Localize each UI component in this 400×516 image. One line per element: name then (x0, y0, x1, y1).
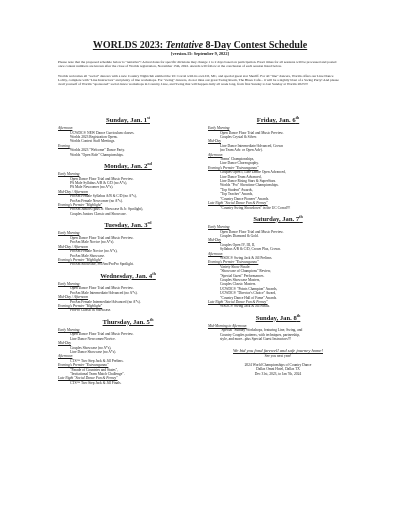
day-ordinal: th (152, 270, 156, 276)
next-event-dates: Dec 31st, 2023, to Jan 7th, 2024 (254, 371, 302, 376)
session-label: Late Night "Social Dance Fun & Frenzy" (208, 201, 268, 206)
next-event-venue: Dallas Omni Hotel, Dallas TX (256, 367, 300, 372)
day-ordinal: nd (147, 161, 152, 167)
day-heading (208, 312, 348, 323)
session-label: Early Morning (58, 172, 80, 177)
session-item: Couples Crystal & Silver. (220, 135, 257, 139)
session-label: Evening's Premier "Highlight" (58, 203, 103, 208)
session-item: "Special" Sunday Workshops, featuring Line, Swing, and (220, 328, 303, 333)
session-item: Couples Open IV, III, II, (220, 242, 256, 247)
session-item: "Country Dance Pioneer" Awards. (220, 196, 270, 201)
farewell-note: We bid you fond farewell and safe journey home! (233, 347, 323, 353)
intro-paragraph-2: Worlds welcomes all "social" dancers with a new Country Nightclub entitled the UC Corral with its own DJ, MC, and special guest star Sheriff. For all "line" dancers, Worlds offers our Line Dance Lobby, complete with "Line Instructors" and plenty of line workshops. For "swing" dancers, do not miss our great Swing Room, The Blues Café... it will be a nightly blast of a Swing Party! And please avail yourself of Worlds "sponsored" social dance workshops in Country, Line, and Swing that will happen daily all week long, from first Sunday to last Sunday at Worlds 2023!!! (58, 73, 339, 87)
session-item: ProAm Female Novice (no A*s), (70, 249, 118, 254)
day-heading (58, 114, 198, 125)
session-item: ProAm Juniors (plus Jr. Showcase & Jr. Spotlight), (70, 207, 144, 212)
session-item: PA Male Syllabus A/B & C/D (no A*s), (70, 181, 128, 186)
version-label: [version.15: September 9, 2022] (171, 51, 229, 56)
day-heading (58, 316, 198, 327)
day-heading (208, 114, 348, 125)
session-item: UCWDC® "Director's Choice" Award, (220, 291, 277, 296)
session-item: (no Team Adv. or Open Adv). (220, 148, 263, 153)
day-title: Sunday, Jan. 8 (255, 315, 297, 322)
session-label: Early Morning (58, 327, 80, 332)
session-label: Evening (58, 143, 70, 148)
session-label: Mid-Day (208, 139, 221, 144)
session-item: Worlds 2023 "Welcome" Dance Party. (70, 148, 125, 153)
day-ordinal: th (299, 213, 303, 219)
intro-paragraph-1: Please note that the proposed schedule below is "tentative"! Actual dates for specific divisions may change 1 to 2 days based on participation. Exact times for all sessions will be processed and posted once contest numbers are known after the close of Worlds registration, November 15th, 2022. Awards will follow at the conclusion of each session listed below. (58, 60, 337, 69)
session-label: Afternoon (58, 126, 73, 131)
session-item: Couples Showcase Masters, (220, 277, 261, 282)
session-item: WSDC® Swing Jack & Jill Prelims. (220, 255, 273, 260)
session-item: Syllabus A/B & C/D, Crown Plus, Crown. (220, 247, 281, 252)
session-label: Early Morning (58, 231, 80, 236)
session-item: Couples Juniors Classic and Showcase. (70, 211, 127, 216)
session-item: Country Couples patterns, with techniques, partnership, (220, 332, 301, 337)
session-item: ProAm Female Newcomer (no A*s). (70, 198, 123, 203)
day-heading (208, 213, 348, 224)
session-item: Couples Showcase (no A*s), (70, 345, 112, 350)
session-label: Early Morning (208, 225, 230, 230)
session-item: UCWDC® "Points Champion" Awards, (220, 286, 278, 291)
session-label: Late Night "Social Dance Fun & Frenzy" (208, 300, 268, 304)
session-label: Evening's Premier "Extravaganza" (208, 165, 259, 170)
session-item: "Country Swing Showdown" in the UC Corral!!! (220, 205, 291, 210)
session-label: Evening's Premier "Highlight" (58, 303, 103, 308)
day-heading (58, 219, 198, 230)
day-title: Tuesday, Jan. 3 (104, 222, 148, 230)
session-label: Evening's Premier "Extravaganza" (208, 260, 259, 265)
session-item: "Invitational Team Match Challenge". (70, 372, 125, 376)
session-item: ProAm Showcase, ProAm/ProPro Spotlight. (70, 262, 134, 267)
session-item: Line Dance Intermediate/Advanced, Crown (220, 143, 283, 148)
session-item: CTS™ Two Step Jack & Jill Prelims. (70, 358, 124, 363)
day-ordinal: th (296, 312, 301, 318)
session-label: Mid-Morning to Afternoon (208, 324, 247, 328)
day-ordinal: th (149, 316, 154, 322)
intro-text (58, 60, 342, 86)
right-column-days (208, 114, 348, 342)
session-label: Mid-Day / Afternoon (58, 189, 89, 194)
see-you-text: See you next year! (264, 353, 292, 358)
session-item: Teams' Championships, (220, 157, 255, 162)
session-item: Open Dance Floor Trial and Music Preview. (220, 229, 284, 234)
session-item: Line Dance Newcomer/Novice. (70, 336, 116, 341)
session-item: style, and more...plus Special Guest Instructors!!! (220, 337, 292, 342)
session-item: Open Dance Floor Trial and Music Preview. (70, 286, 134, 291)
next-event-name: 2024 World Championships of Country Dance (244, 363, 312, 368)
session-label: Mid-Day / Afternoon (58, 244, 89, 249)
day-ordinal: rd (147, 220, 152, 226)
session-label: Early Morning (58, 281, 80, 286)
right-column (208, 111, 348, 376)
session-item: Worlds Contest Staff Meetings. (70, 139, 116, 144)
day-ordinal: th (295, 115, 300, 120)
day-ordinal: st (147, 115, 150, 120)
session-item: Line Dance Showcase (no A*s). (70, 349, 117, 354)
page-title: WORLDS 2023: Tentative 8-Day Contest Schedule (92, 40, 308, 51)
session-label: Early Morning (208, 126, 230, 131)
session-item: ProAm Male Intermediate/Advanced (no A*s). (70, 290, 138, 295)
day-title: Wednesday, Jan. 4 (100, 272, 153, 280)
session-item: "Top Student" Awards, (220, 187, 253, 192)
day-heading (58, 270, 198, 281)
session-item: Open Dance Floor Trial and Music Preview. (70, 235, 134, 240)
session-label: Mid-Day (208, 238, 221, 243)
session-item: Open Dance Floor Trial and Music Preview. (220, 130, 284, 135)
day-title: Friday, Jan. 6 (256, 117, 296, 125)
session-item: Couples Classic Masters. (220, 282, 257, 287)
session-item: Variety Show Finale: (220, 264, 251, 269)
session-item: Line Dance Choreography. (220, 161, 259, 166)
session-item: CTS™ Two Step Jack & Jill Finals. (70, 380, 122, 385)
session-label: Evening's Premier "Extravaganza" (58, 363, 109, 368)
session-item: ProAm Female Syllabus A/B & C/D (no A*s), (70, 194, 137, 199)
session-item: Worlds "Open Role" Championships. (70, 152, 124, 157)
session-item: Worlds "Pro" Showtime Championships. (220, 183, 279, 188)
session-item: ProAm Male Showcase. (70, 253, 105, 258)
day-heading (58, 160, 198, 171)
session-item: "Showcase of Champions" Review, (220, 269, 272, 274)
left-column (58, 111, 198, 385)
session-label: Afternoon (208, 152, 223, 157)
day-title: Saturday, Jan. 7 (253, 216, 300, 224)
session-item: Line Dance Rising Stars & SuperStars. (220, 179, 277, 184)
session-label: Mid-Day (58, 341, 71, 346)
session-label: Mid-Day / Afternoon (58, 295, 89, 300)
session-label: Late Night "Social Dance Fun & Frenzy" (58, 376, 118, 381)
session-label: Evening's Premier "Highlight" (58, 257, 103, 262)
session-item: PA Male Newcomer (no A*s). (70, 185, 114, 190)
day-title: Thursday, Jan. 5 (102, 318, 150, 326)
session-item: Worlds 2023 Registration Opens. (70, 135, 118, 139)
session-item: ProAm Male Novice (no A*s). (70, 240, 115, 245)
day-title: Sunday, Jan. 1 (106, 117, 148, 125)
session-item: WSDC® Swing Jack & Jill Finals. (220, 304, 271, 309)
session-item: "Country Dance Hall of Fame" Awards. (220, 295, 278, 300)
session-label: Afternoon (58, 354, 73, 359)
day-title: Monday, Jan. 2 (104, 163, 148, 171)
session-label: Afternoon (208, 251, 223, 256)
session-item: ProPro Classic & Showcase. (70, 308, 112, 313)
session-item: ProAm Female Intermediate/Advanced (no A*s). (70, 299, 141, 304)
session-item: "Top Teacher" Awards, (220, 192, 254, 197)
session-item: "Special Guest" Performances. (220, 273, 265, 278)
session-item: Couples Open I, Line Dance Open Advanced, (220, 170, 286, 175)
session-item: "Parade of Countries and States", (70, 367, 118, 372)
session-item: Couples Diamond & Gold. (220, 233, 259, 238)
session-item: Line Dance Team Advanced, (220, 174, 262, 179)
session-item: UCWDC® NEW Dance Curriculum classes. (70, 130, 135, 135)
session-item: Open Dance Floor Trial and Music Preview. (70, 332, 134, 337)
session-item: Open Dance Floor Trial and Music Preview. (70, 176, 134, 181)
